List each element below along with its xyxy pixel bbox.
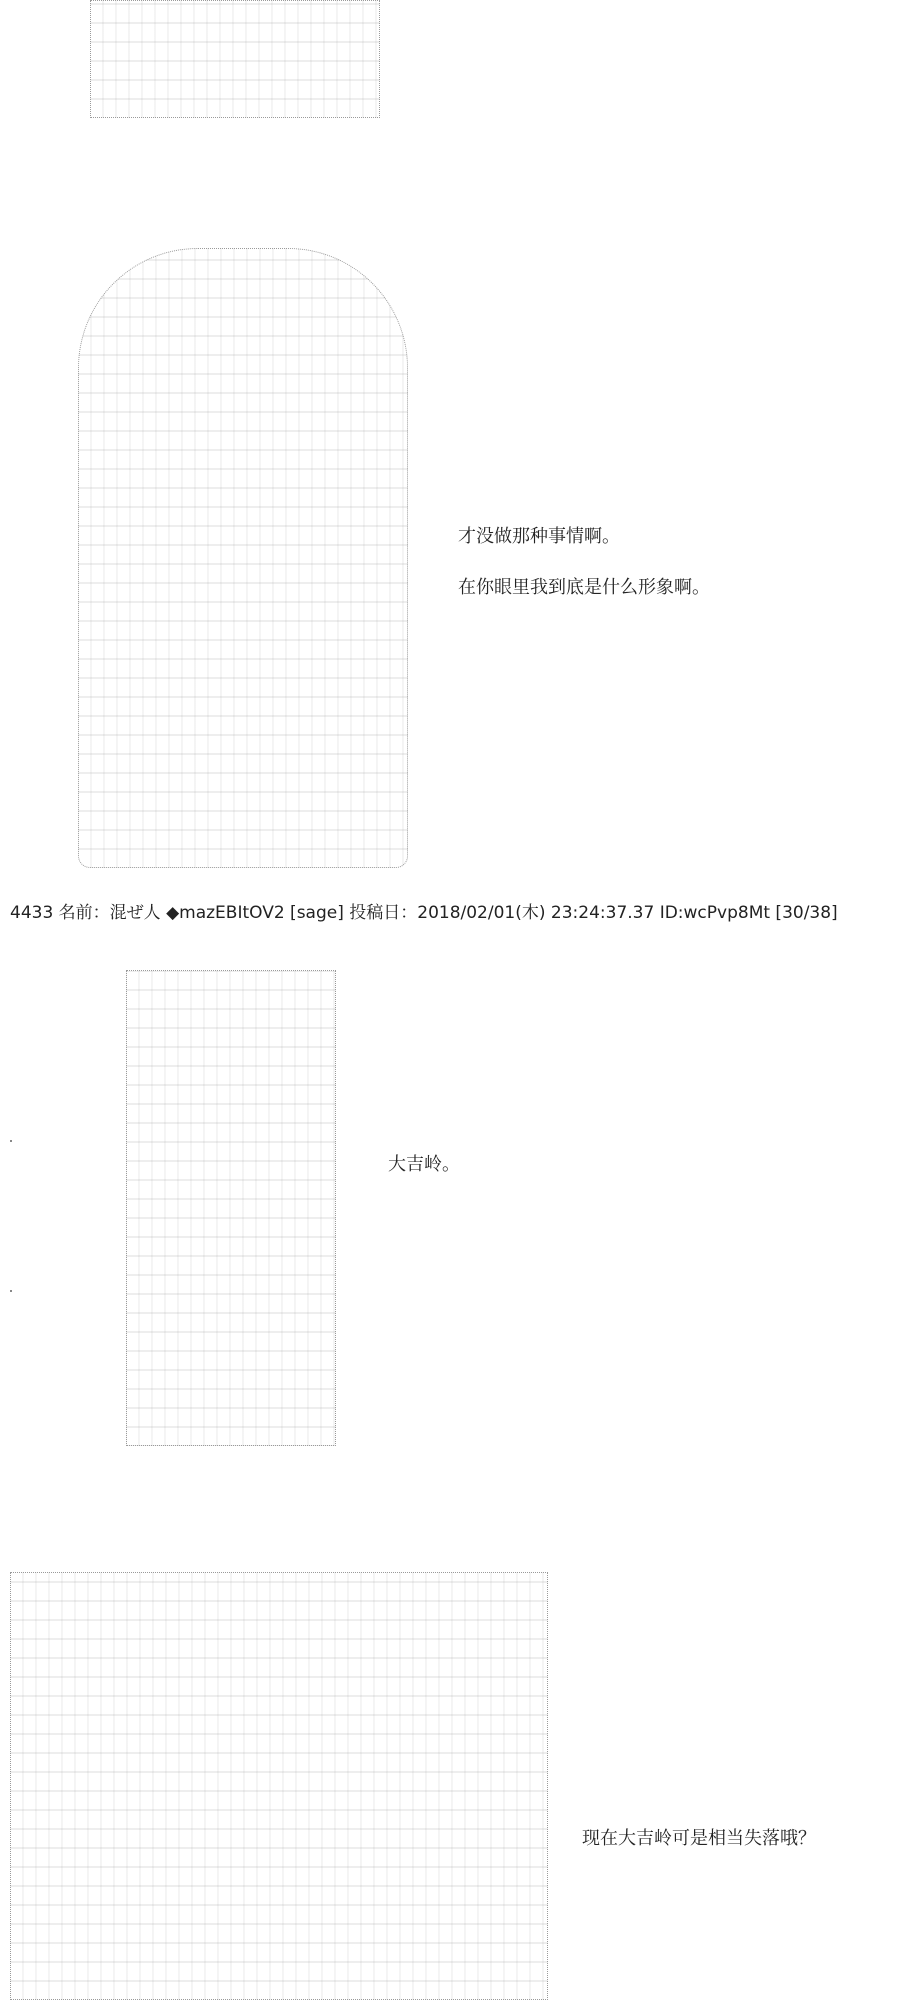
stray-dot (10, 1140, 12, 1142)
dialogue-line-2: 在你眼里我到底是什么形象啊。 (458, 577, 710, 598)
ascii-art-character-2 (126, 970, 336, 1446)
ascii-art-character-1 (78, 248, 408, 868)
dialogue-line-1: 才没做那种事情啊。 (458, 526, 620, 547)
stray-dot (10, 1290, 12, 1292)
post-header: 4433 名前：混ぜ人 ◆mazEBItOV2 [sage] 投稿日：2018/02/01(木) 23:24:37.37 ID:wcPvp8Mt [30/38] (10, 903, 838, 923)
ascii-art-character-3 (10, 1572, 548, 2000)
dialogue-line-4: 现在大吉岭可是相当失落哦？ (582, 1828, 816, 1849)
dialogue-line-3: 大吉岭。 (388, 1154, 460, 1175)
ascii-art-top-fragment (90, 0, 380, 118)
